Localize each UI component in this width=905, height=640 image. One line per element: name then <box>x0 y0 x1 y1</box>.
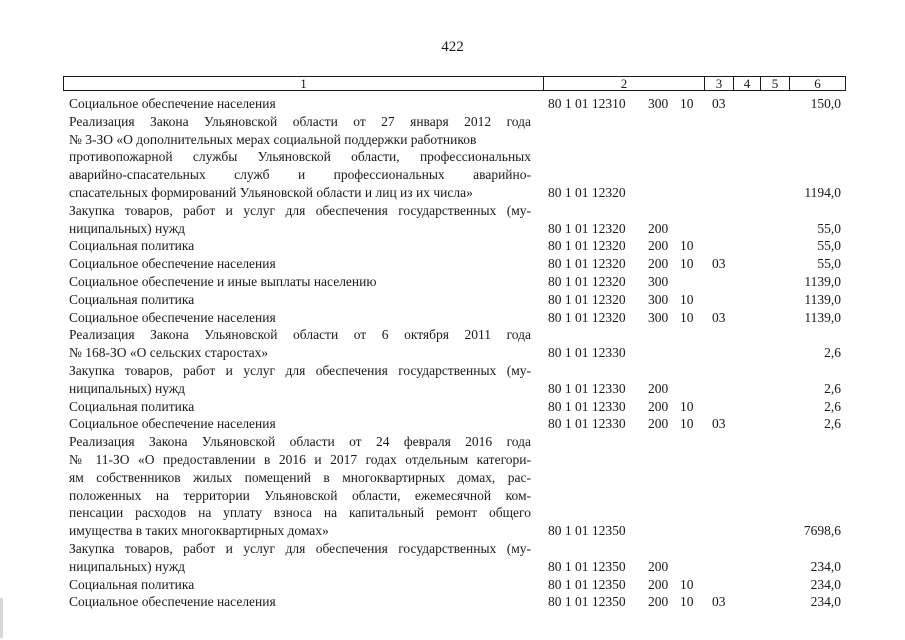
table-row <box>0 166 905 184</box>
row-c6: 55,0 <box>817 238 841 254</box>
row-name: спасательных формирований Ульяновской области и лиц из их числа» <box>69 184 473 200</box>
row-c5: 03 <box>712 96 726 111</box>
table-row <box>0 593 905 611</box>
row-name: пенсации расходов на уплату взноса на капитальный ремонт общего <box>69 505 531 521</box>
table-row <box>0 184 905 202</box>
row-name: положенных на территории Ульяновской области, ежемесячной ком- <box>69 487 531 503</box>
row-code: 80 1 01 12320 <box>548 309 626 325</box>
row-c3: 200 <box>648 416 669 432</box>
row-c4: 10 <box>680 594 694 610</box>
table-row <box>0 220 905 238</box>
table-row <box>0 362 905 380</box>
row-code: 80 1 01 12320 <box>548 256 626 272</box>
row-name: Социальная политика <box>69 398 195 414</box>
row-name: ниципальных) нужд <box>69 380 186 396</box>
table-row <box>0 291 905 309</box>
table-row <box>0 398 905 416</box>
table-row <box>0 326 905 344</box>
table-row <box>0 255 905 273</box>
table-header <box>63 76 846 91</box>
row-name: Реализация Закона Ульяновской области от 24 февраля 2016 года <box>69 434 531 450</box>
row-code: 80 1 01 12350 <box>548 558 626 574</box>
row-c4: 10 <box>680 309 694 325</box>
row-c4: 10 <box>680 238 694 254</box>
row-c4: 10 <box>680 96 694 111</box>
row-name: Закупка товаров, работ и услуг для обеспечения государственных (му- <box>69 202 531 218</box>
row-c4: 10 <box>680 398 694 414</box>
row-name: Социальное обеспечение населения <box>69 96 276 111</box>
row-name: ям собственников жилых помещений в многоквартирных домах, рас- <box>69 469 531 485</box>
page-number: 422 <box>441 39 464 55</box>
header-col-1: 1 <box>64 77 544 90</box>
row-name: Социальное обеспечение населения <box>69 594 276 610</box>
row-c6: 234,0 <box>810 576 841 592</box>
table-row <box>0 113 905 131</box>
row-name: ниципальных) нужд <box>69 558 186 574</box>
header-col-6: 6 <box>814 76 821 91</box>
row-c5: 03 <box>712 594 726 610</box>
row-c4: 10 <box>680 416 694 432</box>
row-code: 80 1 01 12330 <box>548 398 626 414</box>
table-row <box>0 273 905 291</box>
row-name: Социальная политика <box>69 291 195 307</box>
scan-edge <box>0 598 3 638</box>
row-code: 80 1 01 12330 <box>548 380 626 396</box>
header-col-4: 4 <box>734 77 761 90</box>
row-c6: 150,0 <box>810 96 841 111</box>
row-c3: 200 <box>648 594 669 610</box>
row-code: 80 1 01 12350 <box>548 523 626 539</box>
row-code: 80 1 01 12350 <box>548 576 626 592</box>
row-c3: 200 <box>648 220 669 236</box>
row-c6: 55,0 <box>817 256 841 272</box>
row-c6: 2,6 <box>824 345 841 361</box>
row-c4: 10 <box>680 576 694 592</box>
row-code: 80 1 01 12330 <box>548 416 626 432</box>
table-row <box>0 237 905 255</box>
row-c3: 200 <box>648 238 669 254</box>
row-name: имущества в таких многоквартирных домах» <box>69 523 329 539</box>
table-row <box>0 148 905 166</box>
row-c6: 2,6 <box>824 416 841 432</box>
row-code: 80 1 01 12350 <box>548 594 626 610</box>
row-c6: 1139,0 <box>804 309 841 325</box>
row-name: Социальное обеспечение населения <box>69 309 276 325</box>
table-row <box>0 309 905 327</box>
table-row <box>0 433 905 451</box>
row-code: 80 1 01 12320 <box>548 291 626 307</box>
row-c3: 300 <box>648 291 669 307</box>
row-c6: 1194,0 <box>804 184 841 200</box>
row-c5: 03 <box>712 416 726 432</box>
row-c5: 03 <box>712 256 726 272</box>
table-row <box>0 131 905 149</box>
row-c3: 200 <box>648 558 669 574</box>
row-c3: 200 <box>648 576 669 592</box>
row-name: ниципальных) нужд <box>69 220 186 236</box>
table-row <box>0 504 905 522</box>
table-row <box>0 487 905 505</box>
table-row <box>0 522 905 540</box>
table-row <box>0 380 905 398</box>
row-c6: 55,0 <box>817 220 841 236</box>
header-col-2: 2 <box>544 77 705 90</box>
row-c3: 300 <box>648 309 669 325</box>
row-code: 80 1 01 12320 <box>548 220 626 236</box>
row-c6: 234,0 <box>810 558 841 574</box>
table-row <box>0 202 905 220</box>
row-name: аварийно-спасательных служб и профессиональных аварийно- <box>69 167 531 183</box>
row-code: 80 1 01 12330 <box>548 345 626 361</box>
table-row <box>0 540 905 558</box>
row-c3: 300 <box>648 96 669 111</box>
table-body <box>0 95 905 611</box>
row-name: Реализация Закона Ульяновской области от 27 января 2012 года <box>69 113 531 129</box>
row-code: 80 1 01 12320 <box>548 273 626 289</box>
row-name: Закупка товаров, работ и услуг для обеспечения государственных (му- <box>69 362 531 378</box>
table-row <box>0 576 905 594</box>
row-name: Социальное обеспечение населения <box>69 256 276 272</box>
row-c6: 7698,6 <box>803 523 841 539</box>
row-code: 80 1 01 12320 <box>548 238 626 254</box>
row-c6: 2,6 <box>824 380 841 396</box>
row-c6: 2,6 <box>824 398 841 414</box>
row-name: Социальное обеспечение и иные выплаты населению <box>69 273 377 289</box>
row-name: Социальная политика <box>69 238 195 254</box>
row-c4: 10 <box>680 291 694 307</box>
row-c4: 10 <box>680 256 694 272</box>
header-col-5: 5 <box>761 77 790 90</box>
table-row <box>0 344 905 362</box>
table-row <box>0 451 905 469</box>
row-name: противопожарной службы Ульяновской области, профессиональных <box>69 149 531 165</box>
row-c6: 1139,0 <box>804 273 841 289</box>
table-row <box>0 469 905 487</box>
row-name: № 11-ЗО «О предоставлении в 2016 и 2017 годах отдельным категори- <box>69 451 531 467</box>
row-c6: 1139,0 <box>804 291 841 307</box>
row-name: Реализация Закона Ульяновской области от 6 октября 2011 года <box>69 327 531 343</box>
row-name: Социальная политика <box>69 576 195 592</box>
row-c5: 03 <box>712 309 726 325</box>
row-code: 80 1 01 12320 <box>548 184 626 200</box>
row-c3: 200 <box>648 398 669 414</box>
row-c3: 200 <box>648 380 669 396</box>
row-c3: 200 <box>648 256 669 272</box>
row-name: № 168-ЗО «О сельских старостах» <box>69 345 269 361</box>
row-c3: 300 <box>648 273 669 289</box>
row-name: Социальное обеспечение населения <box>69 416 276 432</box>
header-col-3: 3 <box>705 77 734 90</box>
table-row <box>0 95 905 113</box>
table-row <box>0 415 905 433</box>
row-code: 80 1 01 12310 <box>548 96 626 111</box>
table-row <box>0 558 905 576</box>
row-name: № 3-ЗО «О дополнительных мерах социальной поддержки работников <box>69 131 477 147</box>
row-name: Закупка товаров, работ и услуг для обеспечения государственных (му- <box>69 540 531 556</box>
row-c6: 234,0 <box>810 594 841 610</box>
